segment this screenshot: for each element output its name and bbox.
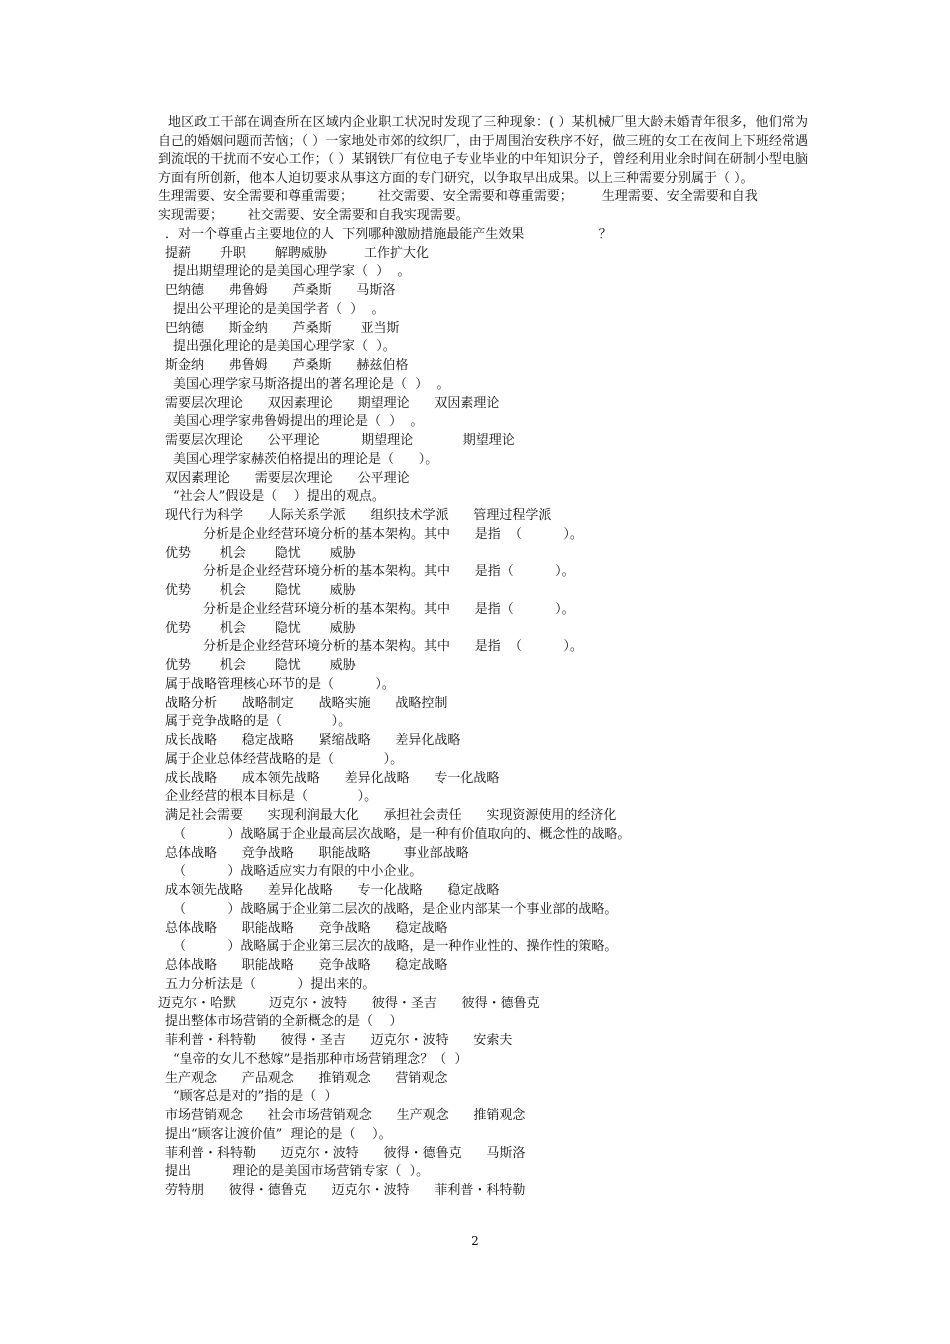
text-line: “顾客总是对的”指的是（ ） — [173, 1089, 338, 1105]
text-line: 成长战略 成本领先战略 差异化战略 专一化战略 — [165, 770, 500, 786]
text-line: 总体战略 竞争战略 职能战略 事业部战略 — [165, 845, 469, 861]
text-line: ．对一个尊重占主要地位的人 下列哪种激励措施最能产生效果 ？ — [165, 226, 612, 242]
text-line: 属于竞争战略的是（ ）。 — [165, 714, 352, 730]
text-line: 巴纳德 斯金纳 芦桑斯 亚当斯 — [165, 320, 400, 336]
text-line: 菲利普・科特勒 迈克尔・波特 彼得・德鲁克 马斯洛 — [165, 1145, 526, 1161]
text-line: 提出强化理论的是美国心理学家（ ）。 — [173, 339, 396, 355]
text-line: 分析是企业经营环境分析的基本架构。其中 是指 （ ）。 — [203, 526, 583, 542]
text-line: 美国心理学家赫茨伯格提出的理论是（ ）。 — [173, 451, 439, 467]
page-content — [158, 114, 808, 1201]
text-line: 属于战略管理核心环节的是（ ）。 — [165, 676, 395, 692]
text-line: 需要层次理论 公平理论 期望理论 期望理论 — [165, 433, 515, 449]
text-line: 提出期望理论的是美国心理学家（ ） 。 — [173, 264, 411, 280]
text-line: 满足社会需要 实现利润最大化 承担社会责任 实现资源使用的经济化 — [165, 808, 617, 824]
text-line: 劳特朋 彼得・德鲁克 迈克尔・波特 菲利普・科特勒 — [165, 1183, 526, 1199]
text-line: 需要层次理论 双因素理论 期望理论 双因素理论 — [165, 395, 500, 411]
text-line: 优势 机会 隐忧 威胁 — [165, 583, 356, 599]
text-line: （ ）战略适应实力有限的中小企业。 — [173, 864, 423, 880]
text-line: 分析是企业经营环境分析的基本架构。其中 是指（ ）。 — [203, 564, 575, 580]
text-line: 分析是企业经营环境分析的基本架构。其中 是指 （ ）。 — [203, 639, 583, 655]
text-line: 提出“顾客让渡价值” 理论的是（ ）。 — [165, 1126, 392, 1142]
text-line: 提出 理论的是美国市场营销专家（ ）。 — [165, 1164, 430, 1180]
text-line: 市场营销观念 社会市场营销观念 生产观念 推销观念 — [165, 1108, 526, 1124]
text-line: 分析是企业经营环境分析的基本架构。其中 是指（ ）。 — [203, 601, 575, 617]
text-line: 优势 机会 隐忧 威胁 — [165, 545, 356, 561]
text-line: 优势 机会 隐忧 威胁 — [165, 658, 356, 674]
text-line: 生理需要、安全需要和尊重需要； 社交需要、安全需要和尊重需要； 生理需要、安全需要和自我 — [158, 189, 758, 205]
text-line: 总体战略 职能战略 竞争战略 稳定战略 — [165, 920, 448, 936]
text-line: 五力分析法是（ ）提出来的。 — [165, 976, 376, 992]
text-line: 双因素理论 需要层次理论 公平理论 — [165, 470, 410, 486]
text-line: （ ）战略属于企业第三层次的战略，是一种作业性的、操作性的策略。 — [173, 939, 618, 955]
text-line: 提出公平理论的是美国学者（ ） 。 — [173, 301, 385, 317]
text-line: 属于企业总体经营战略的是（ ）。 — [165, 751, 404, 767]
text-line: 生产观念 产品观念 推销观念 营销观念 — [165, 1070, 448, 1086]
text-line: 战略分析 战略制定 战略实施 战略控制 — [165, 695, 448, 711]
text-line: 迈克尔・哈默 迈克尔・波特 彼得・圣吉 彼得・德鲁克 — [158, 995, 540, 1011]
text-line: 巴纳德 弗鲁姆 芦桑斯 马斯洛 — [165, 283, 396, 299]
text-line: 成长战略 稳定战略 紧缩战略 差异化战略 — [165, 733, 461, 749]
text-line: 优势 机会 隐忧 威胁 — [165, 620, 356, 636]
text-line: 企业经营的根本目标是（ ）。 — [165, 789, 378, 805]
text-line: 斯金纳 弗鲁姆 芦桑斯 赫兹伯格 — [165, 358, 409, 374]
question-lines — [158, 188, 808, 1201]
text-line: “皇帝的女儿不愁嫁”是指那种市场营销理念？（ ） — [173, 1051, 468, 1067]
text-line: 美国心理学家马斯洛提出的著名理论是（ ） 。 — [173, 376, 450, 392]
text-line: 菲利普・科特勒 彼得・圣吉 迈克尔・波特 安索夫 — [165, 1033, 513, 1049]
text-line: 提出整体市场营销的全新概念的是（ ） — [165, 1014, 403, 1030]
text-line: 现代行为科学 人际关系学派 组织技术学派 管理过程学派 — [165, 508, 552, 524]
text-line: （ ）战略属于企业最高层次战略，是一种有价值取向的、概念性的战略。 — [173, 826, 631, 842]
text-line: 实现需要； 社交需要、安全需要和自我实现需要。 — [158, 208, 469, 224]
text-line: 总体战略 职能战略 竞争战略 稳定战略 — [165, 958, 448, 974]
text-line: “社会人”假设是（ ）提出的观点。 — [173, 489, 385, 505]
text-line: 提薪 升职 解聘威胁 工作扩大化 — [165, 245, 430, 261]
text-line: 成本领先战略 差异化战略 专一化战略 稳定战略 — [165, 883, 500, 899]
text-line: 美国心理学家弗鲁姆提出的理论是（ ） 。 — [173, 414, 424, 430]
intro-paragraph: 地区政工干部在调查所在区域内企业职工状况时发现了三种现象：( ）某机械厂里大龄未婚青年很多，他们常为自己的婚姻问题而苦恼；（ ）一家地处市郊的纹织厂，由于周围治安秩序不好，做三班的女工在夜间上下班经常遇到流氓的干扰而不安心工作；（ ）某钢铁厂有位电子专业毕业的中年知识分子，曾经利用业余时间在研制小型电脑方面有所创新，他本人迫切要求从事这方面的专门研究，以争取早出成果。以上三种需要分别属于（ ）。 — [158, 115, 808, 186]
text-line: （ ）战略属于企业第二层次的战略，是企业内部某一个事业部的战略。 — [173, 901, 618, 917]
page-number: 2 — [471, 1234, 479, 1248]
